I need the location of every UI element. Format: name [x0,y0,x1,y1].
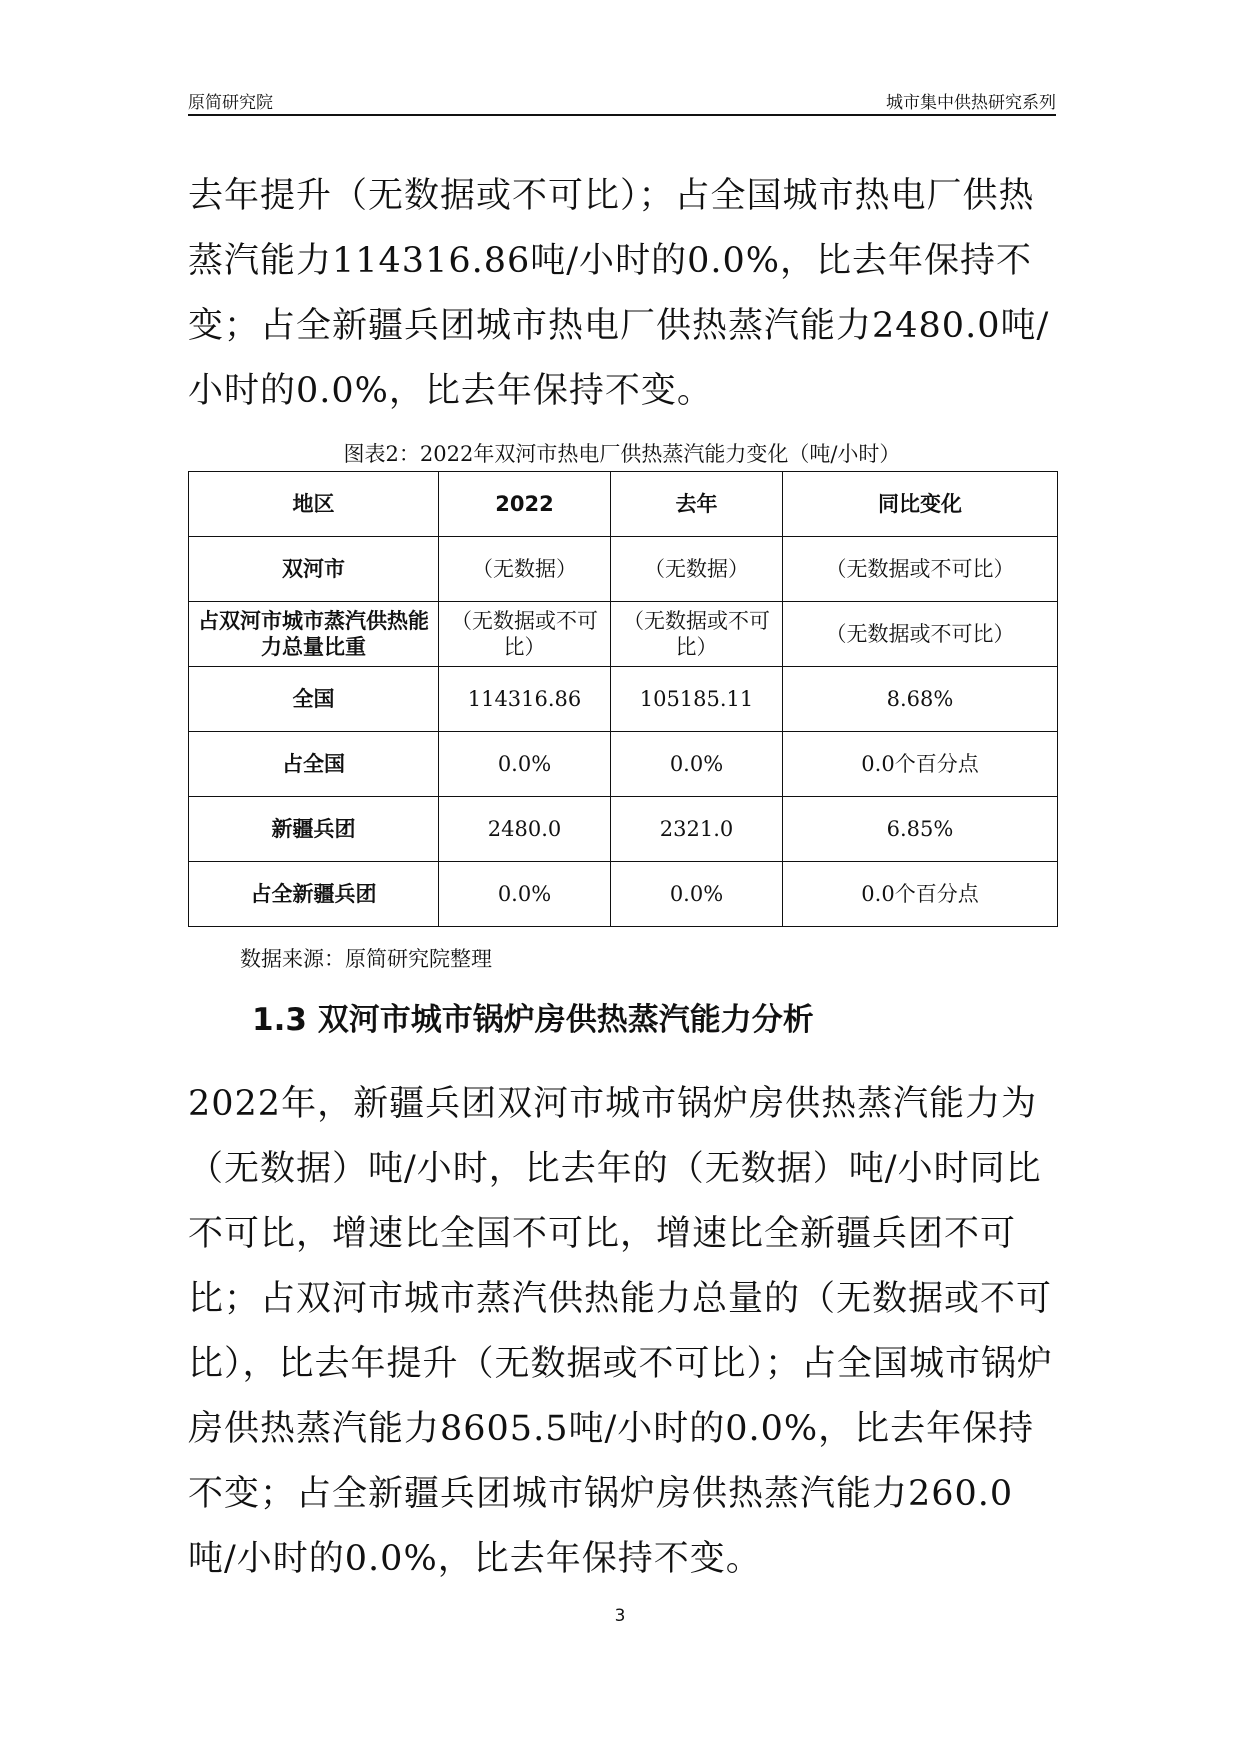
row-label: 占双河市城市蒸汽供热能力总量比重 [189,602,439,667]
col-header-yoy-change: 同比变化 [783,472,1058,537]
cell-2022: 2480.0 [439,797,611,862]
cell-yoy-change: 0.0个百分点 [783,862,1058,927]
cell-last-year: 0.0% [611,732,783,797]
cell-yoy-change: 6.85% [783,797,1058,862]
cell-2022: 0.0% [439,732,611,797]
cell-2022: （无数据） [439,537,611,602]
table-source-note: 数据来源：原简研究院整理 [240,947,492,971]
cell-2022: 114316.86 [439,667,611,732]
cell-yoy-change: 0.0个百分点 [783,732,1058,797]
cell-yoy-change: （无数据或不可比） [783,602,1058,667]
page-header [188,86,1056,116]
header-institute: 原简研究院 [188,93,273,113]
cell-last-year: 0.0% [611,862,783,927]
table-row [189,602,1058,667]
table-row [189,797,1058,862]
cell-2022: （无数据或不可比） [439,602,611,667]
table-caption: 图表2：2022年双河市热电厂供热蒸汽能力变化（吨/小时） [343,442,901,466]
cell-yoy-change: （无数据或不可比） [783,537,1058,602]
table-row [189,862,1058,927]
cell-last-year: （无数据或不可比） [611,602,783,667]
col-header-region: 地区 [189,472,439,537]
section-paragraph: 2022年，新疆兵团双河市城市锅炉房供热蒸汽能力为（无数据）吨/小时，比去年的（无数据）吨/小时同比不可比，增速比全国不可比，增速比全新疆兵团不可比；占双河市城市蒸汽供热能力总量的（无数据或不可比），比去年提升（无数据或不可比）；占全国城市锅炉房供热蒸汽能力8605.5吨/小时的0.0%，比去年保持不变；占全新疆兵团城市锅炉房供热蒸汽能力260.0吨/小时的0.0%，比去年保持不变。 [188,1084,1054,1579]
col-header-last-year: 去年 [611,472,783,537]
cell-2022: 0.0% [439,862,611,927]
row-label: 全国 [189,667,439,732]
row-label: 占全国 [189,732,439,797]
cell-last-year: 2321.0 [611,797,783,862]
row-label: 双河市 [189,537,439,602]
paragraph-continued: 去年提升（无数据或不可比）；占全国城市热电厂供热蒸汽能力114316.86吨/小时的0.0%，比去年保持不变；占全新疆兵团城市热电厂供热蒸汽能力2480.0吨/小时的0.0%，比去年保持不变。 [188,176,1050,411]
table-row [189,667,1058,732]
cell-last-year: 105185.11 [611,667,783,732]
row-label: 占全新疆兵团 [189,862,439,927]
table-row [189,537,1058,602]
table-header-row [189,472,1058,537]
capacity-table [188,471,1058,927]
page-number: 3 [614,1606,626,1626]
cell-yoy-change: 8.68% [783,667,1058,732]
row-label: 新疆兵团 [189,797,439,862]
cell-last-year: （无数据） [611,537,783,602]
section-heading: 1.3 双河市城市锅炉房供热蒸汽能力分析 [252,1002,814,1038]
table-row [189,732,1058,797]
col-header-2022: 2022 [439,472,611,537]
header-series-title: 城市集中供热研究系列 [886,93,1056,113]
